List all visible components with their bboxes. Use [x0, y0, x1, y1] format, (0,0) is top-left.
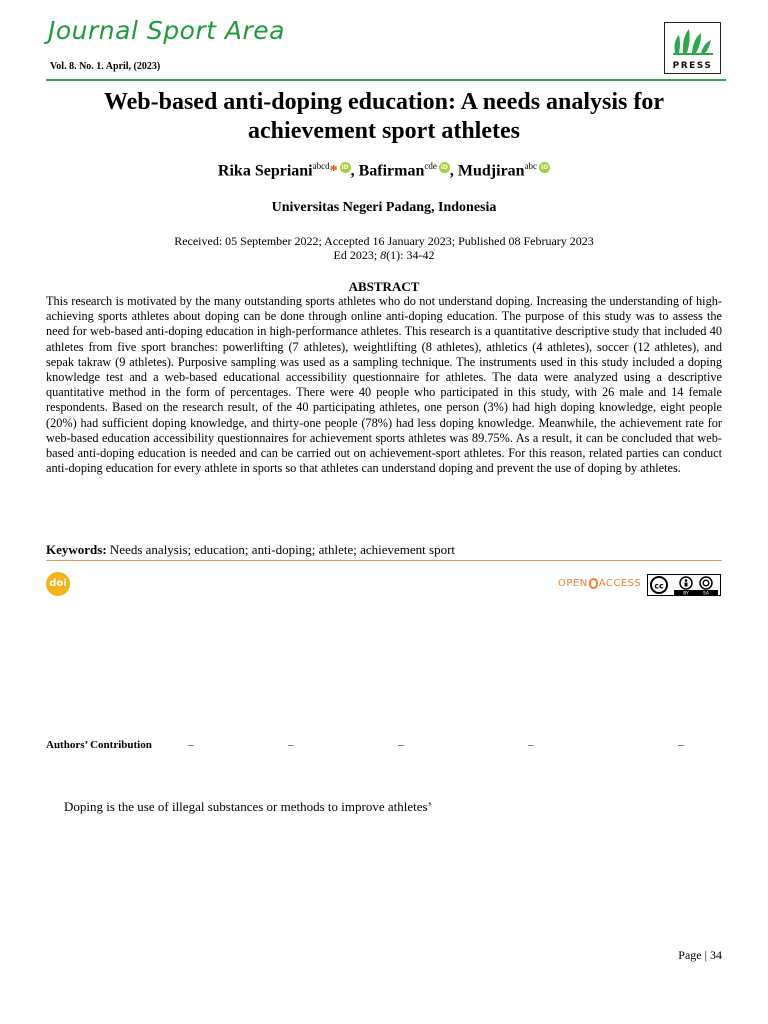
affiliation: Universitas Negeri Padang, Indonesia [271, 200, 497, 215]
orcid-icon[interactable]: iD [541, 164, 549, 172]
contribution-dash: – [528, 739, 534, 751]
orcid-icon[interactable]: iD [341, 164, 349, 172]
author-list: Rika Sepriani$^{abcd}$* iD , Bafirman$^{cde}$ iD , Mudjiran$^{abc}$ iD [217, 161, 549, 180]
svg-text:SA: SA [702, 591, 710, 595]
author-name: Mudjiran [457, 162, 525, 180]
author-affiliation-marks: abc [524, 161, 538, 171]
keywords-text: Needs analysis; education; anti-doping; athlete; achievement sport [109, 542, 456, 557]
cc-by-sa-icon [648, 575, 720, 595]
contribution-label: Authors’ Contribution [46, 739, 152, 751]
open-lock-icon [589, 578, 598, 589]
keywords-label: Keywords: [46, 542, 107, 557]
citation-line: Ed 2023; 8(1): 34-42 [333, 248, 435, 262]
author-affiliation-marks: cde [424, 161, 437, 171]
doi-icon[interactable]: doi [46, 572, 70, 596]
authors-contribution [46, 739, 722, 753]
header-divider [46, 79, 726, 81]
abstract-text: This research is motivated by the many outstanding sports athletes who do not understand doping. Increasing the understanding of high-achieving sports athletes about doping can be done through online anti-doping education. The purpose of this study was to assess the need for web-based anti-doping education in high-performance athletes. This research is a quantitative descriptive study that included 40 athletes from five sport branches: powerlifting (7 athletes), weightlifting (8 athletes), athletics (4 athletes), soccer (12 athletes), and sepak takraw (9 athletes). Purposive sampling was used as a sampling technique. The instruments used in this study included a doping knowledge test and a web-based educational accessibility questionnaire for athletes. The data were analyzed using a descriptive quantitative method in the form of percentages. There were 40 people who participated in this study, with 26 male and 14 female respondents. Based on the research result, of the 40 participating athletes, one person (3%) had high doping knowledge, eight people (20%) had sufficient doping knowledge, and thirty-one people (78%) had less doping knowledge. Meanwhile, the achievement rate for web-based education accessibility questionnaires for achievement sports athletes was 89.75%. As a result, it can be concluded that web-based anti-doping education is needed and can be carried out on achievement-sport athletes. For this reason, related parties can conduct anti-doping education for every athlete in sports so that athletes can understand doping and prevent the use of doping by athletes. [46, 294, 722, 476]
author-affiliation-marks: abcd [312, 161, 330, 171]
volume-line: Vol. 8. No. 1. April, (2023) [50, 61, 161, 72]
publication-dates [46, 234, 722, 262]
journal-title: Journal Sport Area [48, 16, 285, 45]
svg-text:cc: cc [654, 581, 664, 591]
orcid-icon[interactable]: iD [440, 164, 448, 172]
abstract-heading: ABSTRACT [348, 279, 420, 294]
svg-text:BY: BY [683, 591, 689, 595]
corresponding-mark: * [329, 162, 338, 180]
contribution-dash: – [398, 739, 404, 751]
contribution-dash: – [288, 739, 294, 751]
body-first-line: Doping is the use of illegal substances or methods to improve athletes’ [64, 799, 432, 814]
dates-line: Received: 05 September 2022; Accepted 16 January 2023; Published 08 February 2023 [174, 234, 594, 248]
publisher-logo [664, 22, 721, 74]
contribution-dash: – [188, 739, 194, 751]
open-access-badge: OPEN ACCESS [558, 578, 642, 589]
article-title: Web-based anti-doping education: A needs analysis for achievement sport athletes [103, 89, 665, 144]
leaf-logo-icon [665, 23, 720, 59]
keywords-divider [46, 560, 722, 561]
cc-license-badge[interactable] [647, 574, 721, 596]
author-name: Bafirman [358, 162, 425, 180]
keywords [46, 542, 722, 558]
logo-press-text: PRESS [672, 61, 713, 71]
page-number: Page | 34 [678, 948, 722, 962]
contribution-dash: – [678, 739, 684, 751]
author-name: Rika Sepriani [217, 162, 313, 180]
